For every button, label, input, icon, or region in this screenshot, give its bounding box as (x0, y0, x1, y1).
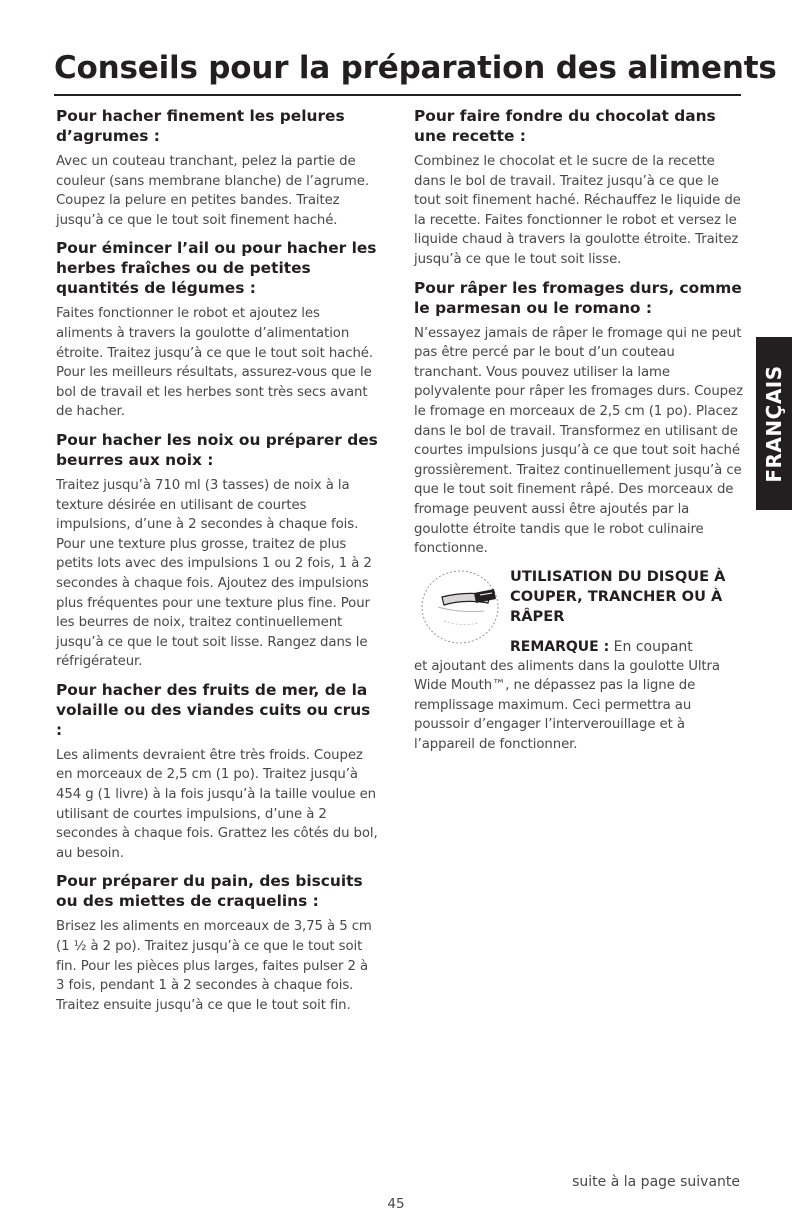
note-lead: En coupant (613, 638, 693, 655)
title-rule (54, 94, 741, 96)
section-heading: Pour hacher finement les pelures d’agrumes : (56, 107, 345, 145)
section-body: Avec un couteau tranchant, pelez la partie de couleur (sans membrane blanche) de l’agrume. Coupez la pelure en petites bandes. Traitez jusqu’à ce que le tout soit finement haché. (56, 154, 369, 228)
section-heading: Pour préparer du pain, des biscuits ou des miettes de craquelins : (56, 872, 363, 911)
slicing-disc-illustration (414, 567, 502, 649)
continued-note: suite à la page suivante (572, 1174, 740, 1190)
section-nuts (56, 430, 378, 672)
right-column (414, 106, 744, 755)
section-heading: Pour hacher des fruits de mer, de la volaille ou des viandes cuits ou crus : (56, 680, 371, 739)
section-body: Combinez le chocolat et le sucre de la recette dans le bol de travail. Traitez jusqu’à ce que le tout soit finement haché. Réchauffez le liquide de la recette. Faites fonctionner le robot et versez le liquide chaud à travers la goulotte étroite. Traitez jusqu’à ce que le tout soit lisse. (414, 154, 741, 267)
disk-section (414, 567, 744, 755)
section-heading: Pour hacher les noix ou préparer des beurres aux noix : (56, 430, 378, 469)
page-title: Conseils pour la préparation des aliments (54, 50, 777, 86)
note-label: REMARQUE : (510, 638, 610, 655)
section-garlic-herbs (56, 238, 378, 422)
section-body: Faites fonctionner le robot et ajoutez les aliments à travers la goulotte d’alimentation étroite. Traitez jusqu’à ce que le tout soit haché. Pour les meilleurs résultats, assurez-vous que le bol de travail et les herbes sont très secs avant de hacher. (56, 306, 373, 420)
section-heading: Pour émincer l’ail ou pour hacher les herbes fraîches ou de petites quantités de légumes : (56, 239, 377, 298)
language-tab (756, 337, 792, 510)
section-body: N’essayez jamais de râper le fromage qui ne peut pas être percé par le bout d’un couteau tranchant. Vous pouvez utiliser la lame polyvalente pour râper les fromages durs. Coupez le fromage en morceaux de 2,5 cm (1 po). Placez dans le bol de travail. Transformez en utilisant de courtes impulsions jusqu’à ce que tout soit haché grossièrement. Traitez continuellement jusqu’à ce que le tout soit finement râpé. Des morceaux de fromage peuvent aussi être ajoutés par la goulotte étroite tandis que le robot culinaire fonctionne. (414, 325, 743, 557)
left-column (56, 106, 378, 1023)
language-tab-label: FRANÇAIS (762, 364, 786, 483)
section-body: Traitez jusqu’à 710 ml (3 tasses) de noix à la texture désirée en utilisant de courtes impulsions, d’une à 2 secondes à chaque fois. Pour une texture plus grosse, traitez de plus petits lots avec des impulsions 1 ou 2 fois, 1 à 2 secondes à chaque fois. Ajoutez des impulsions plus fréquentes pour une texture plus fine. Pour les beurres de noix, traitez continuellement jusqu’à ce que le tout soit lisse. Rangez dans le réfrigérateur. (56, 477, 372, 670)
note-body: et ajoutant des aliments dans la goulotte Ultra Wide Mouth™, ne dépassez pas la ligne de remplissage maximum. Ceci permettra au poussoir d’engager l’interverouillage et à l’appareil de fonctionner. (414, 658, 720, 753)
section-seafood-meat (56, 680, 378, 864)
section-heading: Pour râper les fromages durs, comme le parmesan ou le romano : (414, 278, 742, 317)
section-heading: Pour faire fondre du chocolat dans une recette : (414, 107, 716, 145)
section-body: Brisez les aliments en morceaux de 3,75 à 5 cm (1 ½ à 2 po). Traitez jusqu’à ce que le tout soit fin. Pour les pièces plus larges, faites pulser 2 à 3 fois, pendant 1 à 2 secondes à chaque fois. Traitez ensuite jusqu’à ce que le tout soit fin. (56, 919, 372, 1013)
section-hard-cheese (414, 278, 744, 559)
section-citrus-peel (56, 106, 378, 230)
section-body: Les aliments devraient être très froids. Coupez en morceaux de 2,5 cm (1 po). Traitez jusqu’à 454 g (1 livre) à la fois jusqu’à la taille voulue en utilisant de courtes impulsions, d’une à 2 secondes à chaque fois. Grattez les côtés du bol, au besoin. (56, 747, 378, 861)
note-line (510, 637, 744, 657)
disk-heading: UTILISATION DU DISQUE À COUPER, TRANCHER OU À RÂPER (510, 567, 726, 625)
section-crumbs (56, 871, 378, 1015)
page-number: 45 (387, 1196, 405, 1212)
section-chocolate (414, 106, 744, 270)
